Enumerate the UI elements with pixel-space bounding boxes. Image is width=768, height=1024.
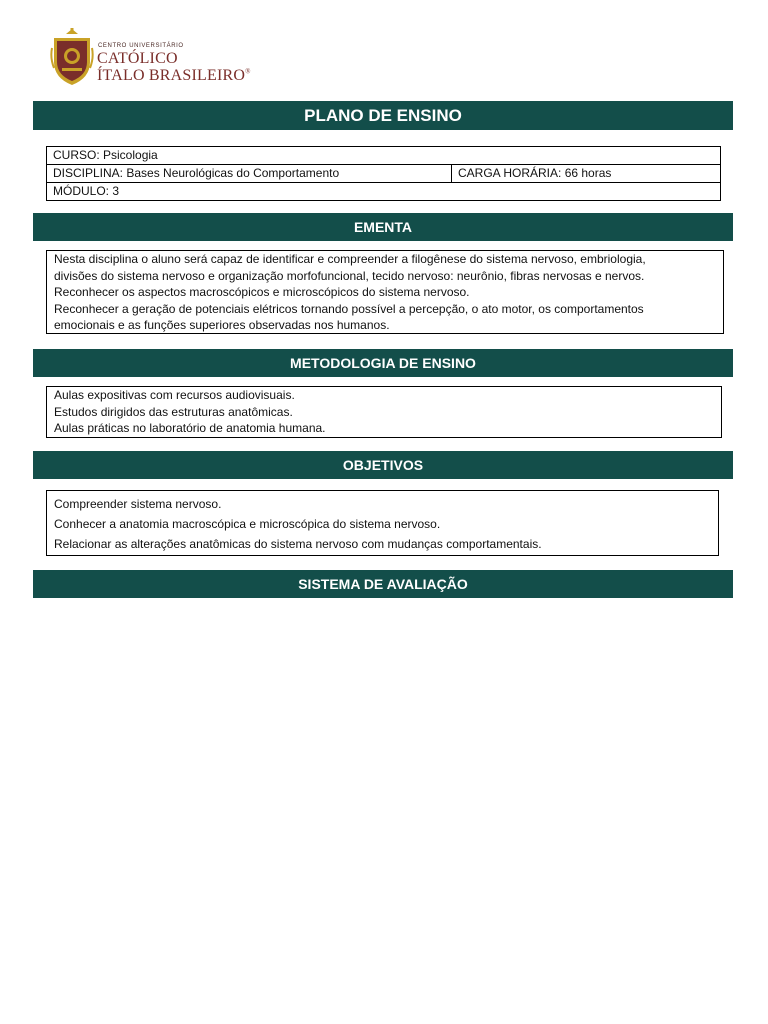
- ementa-line: Nesta disciplina o aluno será capaz de identificar e compreender a filogênese do sistema nervoso, embriologia,: [54, 252, 646, 266]
- objetivo-line: Relacionar as alterações anatômicas do sistema nervoso com mudanças comportamentais.: [54, 537, 542, 551]
- logo-small-text: CENTRO UNIVERSITÁRIO: [98, 43, 184, 49]
- registered-mark: ®: [245, 67, 251, 76]
- avaliacao-heading: SISTEMA DE AVALIAÇÃO: [33, 570, 733, 598]
- curso-cell: CURSO: Psicologia: [53, 148, 158, 162]
- metodologia-heading: METODOLOGIA DE ENSINO: [33, 349, 733, 377]
- objetivos-heading: OBJETIVOS: [33, 451, 733, 479]
- crest-icon: [50, 28, 94, 86]
- course-info-table: [46, 146, 721, 201]
- ementa-line: emocionais e as funções superiores observadas nos humanos.: [54, 318, 390, 332]
- metodologia-line: Aulas expositivas com recursos audiovisuais.: [54, 388, 295, 402]
- ementa-line: Reconhecer a geração de potenciais elétricos tornando possível a percepção, o ato motor, os comportamentos: [54, 301, 644, 316]
- ementa-box: [46, 250, 724, 334]
- ementa-line: Reconhecer os aspectos macroscópicos e microscópicos do sistema nervoso.: [54, 285, 470, 299]
- ementa-line: divisões do sistema nervoso e organização morfofuncional, tecido nervoso: neurônio, fibras nervosas e nervos.: [54, 268, 645, 283]
- modulo-cell: MÓDULO: 3: [53, 184, 120, 198]
- metodologia-line: Estudos dirigidos das estruturas anatômicas.: [54, 404, 293, 419]
- ementa-heading: EMENTA: [33, 213, 733, 241]
- objetivos-box: [46, 490, 719, 556]
- table-row: [47, 183, 720, 200]
- objetivo-line: Compreender sistema nervoso.: [54, 497, 222, 511]
- logo-line2: [97, 67, 251, 85]
- logo-line2-text: ÍTALO BRASILEIRO: [97, 67, 246, 84]
- table-row: [47, 165, 720, 183]
- logo-line1: CATÓLICO: [97, 50, 178, 67]
- objetivo-line: Conhecer a anatomia macroscópica e microscópica do sistema nervoso.: [54, 517, 441, 531]
- page-title: PLANO DE ENSINO: [33, 101, 733, 130]
- metodologia-line: Aulas práticas no laboratório de anatomia humana.: [54, 421, 326, 435]
- institution-logo: [50, 28, 250, 88]
- disciplina-cell: DISCIPLINA: Bases Neurológicas do Comportamento: [47, 165, 452, 182]
- metodologia-box: [46, 386, 722, 438]
- table-row: [47, 147, 720, 165]
- carga-horaria-cell: CARGA HORÁRIA: 66 horas: [458, 166, 612, 180]
